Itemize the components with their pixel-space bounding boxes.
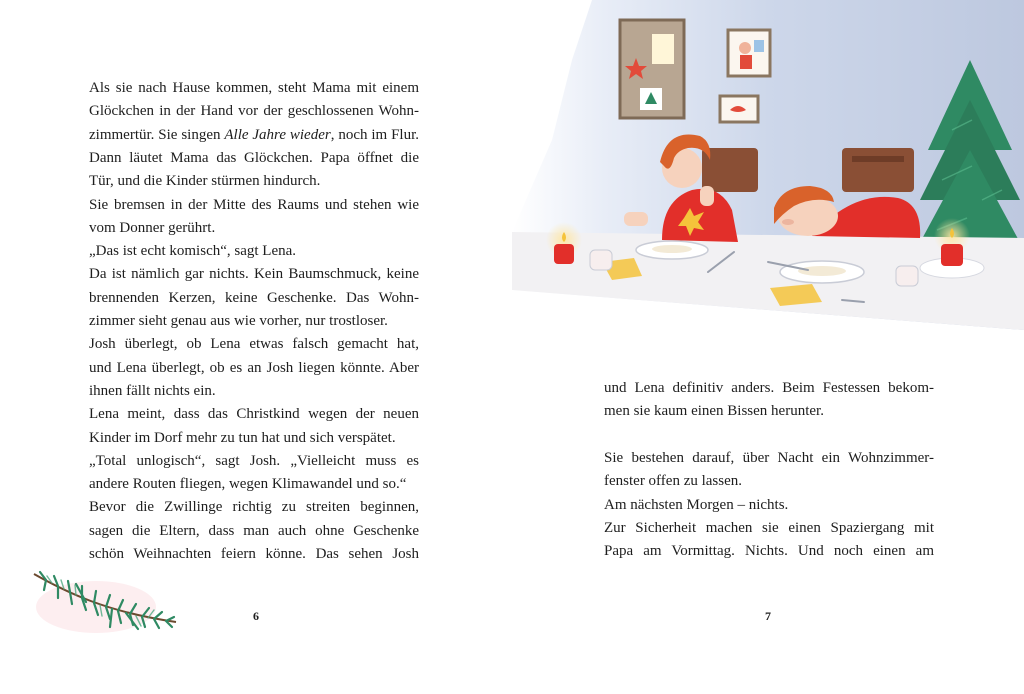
text-line: Am nächsten Morgen – nichts. bbox=[604, 496, 789, 513]
text-line bbox=[604, 423, 934, 447]
text-line: und Lena überlegt, ob es an Josh liegen könnte. Aber bbox=[89, 359, 419, 376]
text-line: fenster offen zu lassen. bbox=[604, 473, 743, 490]
text-line: andere Routen fliegen, wegen Klimawandel und so.“ bbox=[89, 476, 407, 493]
text-line: „Das ist echt komisch“, sagt Lena. bbox=[89, 243, 297, 260]
text-line: Zur Sicherheit machen sie einen Spaziergang mit bbox=[604, 519, 934, 536]
text-line: und Lena definitiv anders. Beim Festessen bekom- bbox=[604, 380, 934, 396]
text-line: Da ist nämlich gar nichts. Kein Baumschmuck, keine bbox=[89, 266, 419, 283]
text-line: brennenden Kerzen, keine Geschenke. Das Wohn- bbox=[89, 289, 419, 306]
text-line: zimmer sieht genau aus wie vorher, nur trostloser. bbox=[89, 313, 388, 329]
right-page bbox=[512, 0, 1024, 694]
text-line: Tür, und die Kinder stürmen hindurch. bbox=[89, 173, 321, 190]
text-line: Bevor die Zwillinge richtig zu streiten beginnen, bbox=[89, 499, 419, 516]
text-line: sagen die Eltern, dass man auch ohne Geschenke bbox=[89, 522, 419, 539]
text-line: Papa am Vormittag. Nichts. Und noch einen am bbox=[604, 543, 934, 560]
text-line: „Total unlogisch“, sagt Josh. „Vielleicht muss es bbox=[89, 452, 419, 469]
text-line: ihnen fällt nichts ein. bbox=[89, 382, 216, 399]
text-line: Als sie nach Hause kommen, steht Mama mit einem bbox=[89, 80, 419, 96]
wall-frame-small bbox=[728, 30, 770, 76]
text-line: vom Donner gerührt. bbox=[89, 219, 216, 236]
page-number-left: 6 bbox=[253, 609, 259, 623]
song-title: Alle Jahre wieder bbox=[224, 126, 331, 143]
wall-frame-large bbox=[620, 20, 684, 118]
text-line: Sie bremsen in der Mitte des Raums und stehen wie bbox=[89, 196, 419, 213]
wall-frame-bird bbox=[720, 96, 758, 122]
text-line: zimmertür. Sie singen Alle Jahre wieder, noch im Flur. bbox=[89, 126, 420, 143]
christmas-dinner-illustration bbox=[512, 0, 1024, 340]
text-line: schön Weihnachten feiern könne. Das sehen Josh bbox=[89, 546, 419, 562]
text-line: Lena meint, dass das Christkind wegen der neuen bbox=[89, 406, 419, 423]
page-number-right: 7 bbox=[765, 609, 771, 623]
text-line: Kinder im Dorf mehr zu tun hat und sich verspätet. bbox=[89, 429, 396, 446]
text-line: Josh überlegt, ob Lena etwas falsch gemacht hat, bbox=[89, 336, 419, 353]
text-line: Glöckchen in der Hand vor der geschlossenen Wohn- bbox=[89, 103, 419, 120]
text-line: men sie kaum einen Bissen herunter. bbox=[604, 403, 824, 420]
text-line: Dann läutet Mama das Glöckchen. Papa öffnet die bbox=[89, 149, 419, 166]
fir-branch-illustration bbox=[26, 562, 186, 652]
text-line: Sie bestehen darauf, über Nacht ein Wohnzimmer- bbox=[604, 449, 934, 466]
